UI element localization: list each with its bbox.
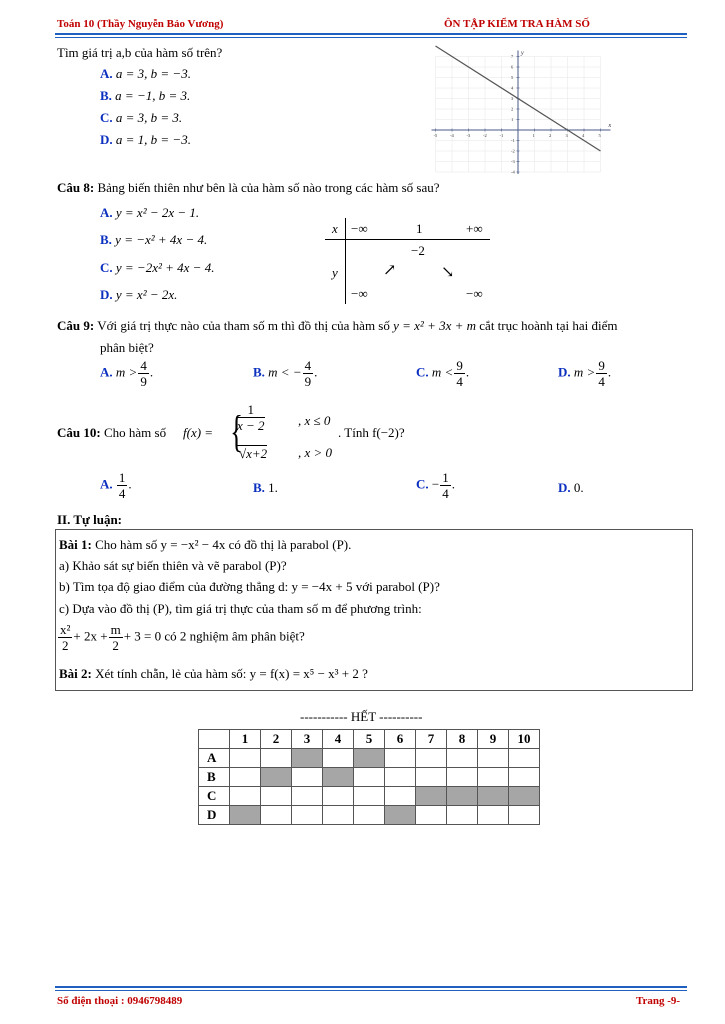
q8-prompt: Câu 8: Bảng biến thiên như bên là của hàm số nào trong các hàm số sau?	[57, 180, 440, 195]
answer-cell	[447, 749, 478, 768]
answer-cell	[261, 787, 292, 806]
x-tick-label: 3	[565, 133, 568, 138]
x-axis-label: x	[608, 123, 612, 129]
q7-prompt: Tìm giá trị a,b của hàm số trên?	[57, 45, 223, 60]
answer-col-header: 8	[447, 730, 478, 749]
answer-cell	[230, 749, 261, 768]
answer-cell-selected	[230, 806, 261, 825]
answer-col-header: 6	[385, 730, 416, 749]
answer-cell-selected	[323, 768, 354, 787]
answer-cell	[509, 806, 540, 825]
x-tick-label: -5	[433, 133, 438, 138]
q8-option-d[interactable]: D. y = x² − 2x.	[100, 287, 178, 302]
answer-col-header: 10	[509, 730, 540, 749]
answer-cell	[385, 749, 416, 768]
answer-cell	[478, 806, 509, 825]
answer-cell-selected	[416, 787, 447, 806]
answer-cell	[230, 768, 261, 787]
answer-cell	[323, 749, 354, 768]
bai1-c: c) Dựa vào đồ thị (P), tìm giá trị thực của tham số m để phương trình:	[59, 601, 422, 616]
q7-option-a[interactable]: A. a = 3, b = −3.	[100, 66, 191, 81]
answer-cell	[416, 749, 447, 768]
vt-y-peak: −2	[411, 243, 425, 258]
y-tick-label: 7	[511, 54, 514, 59]
footer-rule	[55, 986, 687, 988]
q8-option-c[interactable]: C. y = −2x² + 4x − 4.	[100, 260, 215, 275]
answer-cell	[385, 787, 416, 806]
x-tick-label: -3	[466, 133, 471, 138]
q10-option-a[interactable]: A. $\frac{1}{4}$ .	[100, 470, 132, 501]
answer-corner	[199, 730, 230, 749]
answer-cell	[447, 768, 478, 787]
bai1-b: b) Tìm tọa độ giao điểm của đường thẳng d: y = −4x + 5 với parabol (P)?	[59, 579, 440, 594]
vt-y-label: y	[332, 265, 338, 280]
vt-x-pos-inf: +∞	[466, 221, 483, 236]
answer-cell	[478, 749, 509, 768]
y-tick-label: 4	[511, 85, 514, 91]
end-marker: ----------- HẾT ----------	[300, 709, 423, 724]
y-tick-label: 2	[511, 106, 514, 112]
q9-prompt: Câu 9: Với giá trị thực nào của tham số m thì đồ thị của hàm số y = x² + 3x + m cắt trục hoành tại hai điểm	[57, 318, 618, 333]
header-left: Toán 10 (Thầy Nguyễn Bảo Vương)	[57, 18, 224, 30]
q10-ask: . Tính f(−2)?	[338, 425, 405, 440]
q10-option-c[interactable]: C. − $\frac{1}{4}$ .	[416, 470, 455, 501]
answer-row-label: B	[199, 768, 230, 787]
q10-case2-cond: , x > 0	[298, 445, 333, 460]
answer-cell-selected	[478, 787, 509, 806]
q9-prompt-cont: phân biệt?	[100, 340, 154, 355]
footer-phone: Số điện thoại : 0946798489	[57, 995, 183, 1007]
vt-x-vertex: 1	[416, 221, 423, 236]
x-tick-label: 4	[582, 133, 585, 138]
answer-cell	[261, 749, 292, 768]
vt-y-left: −∞	[351, 286, 368, 301]
x-tick-label: 1	[532, 133, 535, 138]
bai1-equation: $\frac{\text{x²}}{2}$ + 2x + $\frac{m}{2}$ + 3 = 0 có 2 nghiệm âm phân biệt?	[60, 622, 305, 653]
y-tick-label: -4	[511, 169, 515, 175]
answer-cell	[447, 806, 478, 825]
answer-cell	[292, 787, 323, 806]
answer-cell	[323, 787, 354, 806]
bai2: Bài 2: Xét tính chẵn, lẻ của hàm số: y = f(x) = x⁵ − x³ + 2 ?	[59, 666, 368, 681]
answer-cell	[354, 806, 385, 825]
q9-option-b[interactable]: B. m < − $\frac{4}{9}$ .	[253, 358, 318, 389]
footer-page: Trang -9-	[636, 995, 681, 1007]
answer-cell	[230, 787, 261, 806]
vt-x-neg-inf: −∞	[351, 221, 368, 236]
q9-option-c[interactable]: C. m < $\frac{9}{4}$ .	[416, 358, 470, 389]
y-tick-label: 5	[511, 75, 514, 80]
part2-title: II. Tự luận:	[57, 512, 123, 527]
q10-fx: f(x) =	[183, 425, 214, 440]
vt-y-right: −∞	[466, 286, 483, 301]
y-tick-label: 1	[511, 117, 514, 122]
q7-option-c[interactable]: C. a = 3, b = 3.	[100, 110, 183, 125]
x-tick-label: 2	[549, 133, 552, 138]
x-tick-label: 5	[598, 133, 601, 138]
header-rule	[55, 33, 687, 35]
q8-option-a[interactable]: A. y = x² − 2x − 1.	[100, 205, 200, 220]
answer-cell-selected	[509, 787, 540, 806]
y-tick-label: -2	[511, 148, 515, 154]
vt-up-arrow: ↗	[383, 262, 397, 279]
q10-option-b[interactable]: B. 1.	[253, 480, 278, 495]
answer-cell	[416, 768, 447, 787]
answer-cell	[292, 768, 323, 787]
x-tick-label: -4	[450, 133, 454, 138]
answer-cell	[323, 806, 354, 825]
answer-row-label: A	[199, 749, 230, 768]
vt-x-label: x	[332, 221, 338, 236]
y-tick-label: -1	[511, 138, 515, 143]
q10-brace: {	[230, 407, 243, 456]
answer-cell-selected	[354, 749, 385, 768]
answer-cell	[416, 806, 447, 825]
variation-table	[325, 218, 490, 304]
answer-col-header: 3	[292, 730, 323, 749]
q7-option-d[interactable]: D. a = 1, b = −3.	[100, 132, 191, 147]
answer-cell-selected	[292, 749, 323, 768]
bai1: Bài 1: Cho hàm số y = −x² − 4x có đồ thị là parabol (P).	[59, 537, 352, 552]
answer-cell	[261, 806, 292, 825]
answer-col-header: 5	[354, 730, 385, 749]
header-right: ÔN TẬP KIỂM TRA HÀM SỐ	[444, 18, 590, 30]
vt-down-arrow: ↘	[441, 264, 455, 281]
q10-case1: $\frac{1}{x - 2}$	[237, 402, 265, 433]
answer-cell	[478, 768, 509, 787]
q10-case1-cond: , x ≤ 0	[298, 413, 331, 428]
q8-option-b[interactable]: B. y = −x² + 4x − 4.	[100, 232, 208, 247]
answer-col-header: 4	[323, 730, 354, 749]
answer-row-label: D	[199, 806, 230, 825]
q10-prompt: Câu 10: Cho hàm số	[57, 425, 167, 440]
header-rule-thin	[55, 37, 687, 38]
answer-cell	[385, 768, 416, 787]
answer-cell	[509, 749, 540, 768]
x-tick-label: -1	[499, 133, 504, 138]
answer-cell	[354, 768, 385, 787]
answer-table	[198, 729, 540, 825]
q9-option-a[interactable]: A. m > $\frac{4}{9}$ .	[100, 358, 154, 389]
y-tick-label: 6	[511, 64, 514, 70]
answer-col-header: 9	[478, 730, 509, 749]
y-axis-label: y	[521, 50, 524, 57]
answer-cell	[292, 806, 323, 825]
answer-cell-selected	[447, 787, 478, 806]
y-tick-label: -3	[511, 159, 515, 164]
q7-option-b[interactable]: B. a = −1, b = 3.	[100, 88, 191, 103]
bai1-a: a) Khảo sát sự biến thiên và vẽ parabol (P)?	[59, 558, 287, 573]
answer-cell	[354, 787, 385, 806]
q10-option-d[interactable]: D. 0.	[558, 480, 584, 495]
answer-col-header: 7	[416, 730, 447, 749]
y-tick-label: 3	[511, 96, 514, 101]
x-tick-label: -2	[483, 133, 487, 138]
answer-row-label: C	[199, 787, 230, 806]
answer-col-header: 1	[230, 730, 261, 749]
answer-cell-selected	[385, 806, 416, 825]
footer-rule-thin	[55, 990, 687, 991]
q9-option-d[interactable]: D. m > $\frac{9}{4}$ .	[558, 358, 612, 389]
answer-cell	[509, 768, 540, 787]
q10-case2: √x+2	[239, 446, 268, 461]
answer-cell-selected	[261, 768, 292, 787]
answer-col-header: 2	[261, 730, 292, 749]
line-graph	[430, 42, 630, 178]
